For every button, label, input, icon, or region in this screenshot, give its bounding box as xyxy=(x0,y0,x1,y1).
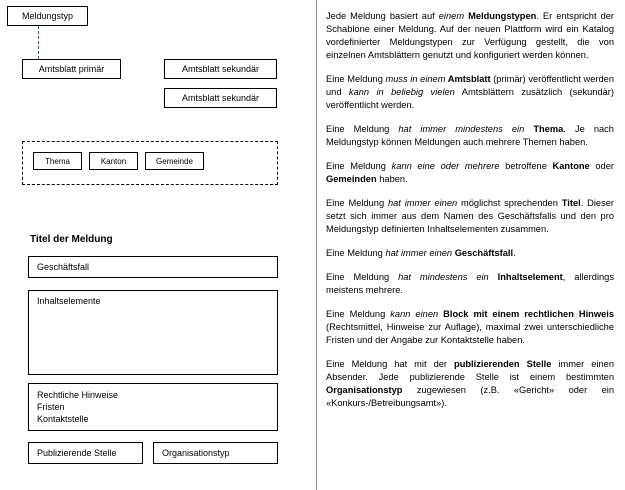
p4-text-b1: betroffene xyxy=(499,161,553,171)
p6-text-c: . xyxy=(513,248,516,258)
p9-bold-1: publizierenden Stelle xyxy=(454,359,552,369)
p7-text-a: Eine Meldung xyxy=(326,272,399,282)
p5-text-c: . Dieser setzt sich immer aus dem Namen des Geschäftsfalls und den pro Meldungstyp definierten Inhaltselementen zusammen. xyxy=(326,198,614,234)
p7-bold: Inhaltselement xyxy=(488,272,563,282)
paragraph-meldungstyp xyxy=(326,10,614,62)
p7-italic: hat mindestens ein xyxy=(398,272,489,282)
p9-text-c: zugewiesen (z.B. «Gericht» oder ein «Konkurs-/Betreibungsamt»). xyxy=(326,385,614,408)
paragraph-publizierende-stelle xyxy=(326,358,614,410)
diagram-pane xyxy=(0,0,310,490)
box-thema[interactable] xyxy=(33,152,82,170)
box-inhaltselemente-label: Inhaltselemente xyxy=(37,296,101,306)
paragraph-thema xyxy=(326,123,614,149)
box-inhaltselemente[interactable] xyxy=(28,290,278,375)
paragraph-amtsblatt xyxy=(326,73,614,112)
box-amtsblatt-primaer[interactable] xyxy=(22,59,121,79)
box-organisationstyp-label: Organisationstyp xyxy=(162,448,230,458)
p1-bold: Meldungstypen xyxy=(464,11,537,21)
box-rechtliche-hinweise-label: Rechtliche Hinweise xyxy=(37,390,119,400)
p2-bold-1: Amtsblatt xyxy=(445,74,491,84)
p2-italic-1: muss in einem xyxy=(385,74,446,84)
p2-text-c: Amtsblättern zusätzlich (sekundär) veröffentlicht werden. xyxy=(326,87,614,110)
box-gemeinde[interactable] xyxy=(145,152,204,170)
box-organisationstyp[interactable] xyxy=(153,442,278,464)
box-publizierende-stelle[interactable] xyxy=(28,442,143,464)
p1-text-c: . Er entspricht der Schablone einer Meldung. Auf der neuen Plattform wird ein Katalog vordefinierter Meldungstypen zur Verfügung gestellt, die von einzelnen Amtsblättern genutzt und konfiguriert werden können. xyxy=(326,11,615,60)
pane-divider xyxy=(316,0,317,490)
diagram-title-meldung-label: Titel der Meldung xyxy=(30,234,113,245)
p8-bold: Block mit einem rechtlichen Hinweis xyxy=(438,309,614,319)
p4-text-a: Eine Meldung xyxy=(326,161,392,171)
p4-text-mid: oder xyxy=(589,161,614,171)
p3-text-a: Eine Meldung xyxy=(326,124,399,134)
p3-text-c: . Je nach Meldungstyp können Meldungen auch mehrere Themen haben. xyxy=(326,124,614,147)
p6-text-a: Eine Meldung xyxy=(326,248,386,258)
box-publizierende-stelle-label: Publizierende Stelle xyxy=(37,448,117,458)
box-kontaktstelle-label: Kontaktstelle xyxy=(37,414,89,424)
p3-bold: Thema xyxy=(524,124,564,134)
paragraph-rechtlicher-hinweis xyxy=(326,308,614,347)
box-gemeinde-label: Gemeinde xyxy=(156,156,193,166)
p5-text-b1: möglichst sprechenden xyxy=(457,198,562,208)
box-kanton[interactable] xyxy=(89,152,138,170)
box-amtsblatt-sekundaer-1-label: Amtsblatt sekundär xyxy=(181,64,260,74)
p7-text-c: , allerdings meistens mehrere. xyxy=(326,272,615,295)
p2-text-b: (primär) veröffentlicht werden und xyxy=(326,74,614,97)
box-meldungstyp-label: Meldungstyp xyxy=(21,11,74,21)
description-pane xyxy=(326,10,614,480)
box-rechtliche-hinweise[interactable] xyxy=(28,383,278,431)
p2-text-a: Eine Meldung xyxy=(326,74,386,84)
p5-italic: hat immer einen xyxy=(387,198,458,208)
box-amtsblatt-sekundaer-2[interactable] xyxy=(164,88,277,108)
p1-text-a: Jede Meldung basiert auf xyxy=(326,11,439,21)
box-amtsblatt-primaer-label: Amtsblatt primär xyxy=(38,64,105,74)
p3-italic: hat immer mindestens ein xyxy=(398,124,525,134)
p9-bold-2: Organisationstyp xyxy=(326,385,403,395)
p9-text-a: Eine Meldung hat mit der xyxy=(326,359,455,369)
paragraph-kantone-gemeinden xyxy=(326,160,614,186)
box-geschaeftsfall[interactable] xyxy=(28,256,278,278)
box-amtsblatt-sekundaer-2-label: Amtsblatt sekundär xyxy=(181,93,260,103)
p6-italic: hat immer einen xyxy=(385,248,453,258)
p4-text-end: haben. xyxy=(376,174,408,184)
box-geschaeftsfall-label: Geschäftsfall xyxy=(37,262,90,272)
p8-italic: kann einen xyxy=(390,309,439,319)
p8-text-c: (Rechtsmittel, Hinweise zur Auflage), maximal zwei unterschiedliche Fristen und der Angabe zur Kontaktstelle haben. xyxy=(326,322,614,345)
p6-bold: Geschäftsfall xyxy=(452,248,514,258)
p5-bold-titel: Titel xyxy=(561,198,581,208)
p9-text-b: immer einen Absender. Jede publizierende Stelle ist einem bestimmten xyxy=(326,359,614,382)
box-thema-label: Thema xyxy=(45,156,70,166)
box-meldungstyp[interactable] xyxy=(7,6,88,26)
p4-italic: kann eine oder mehrere xyxy=(391,161,500,171)
p4-bold-kantone: Kantone xyxy=(552,161,590,171)
connector-meldungstyp-amtsblatt xyxy=(38,26,39,59)
p5-text-a: Eine Meldung xyxy=(326,198,388,208)
box-kanton-label: Kanton xyxy=(100,156,127,166)
paragraph-titel xyxy=(326,197,614,236)
p2-italic-2: kann in beliebig vielen xyxy=(348,87,455,97)
p1-italic: einem xyxy=(438,11,465,21)
box-fristen-label: Fristen xyxy=(37,402,65,412)
p4-bold-gemeinden: Gemeinden xyxy=(326,174,377,184)
box-amtsblatt-sekundaer-1[interactable] xyxy=(164,59,277,79)
paragraph-inhaltselement xyxy=(326,271,614,297)
p8-text-a: Eine Meldung xyxy=(326,309,391,319)
paragraph-geschaeftsfall xyxy=(326,247,614,260)
diagram-title-meldung xyxy=(30,234,113,245)
